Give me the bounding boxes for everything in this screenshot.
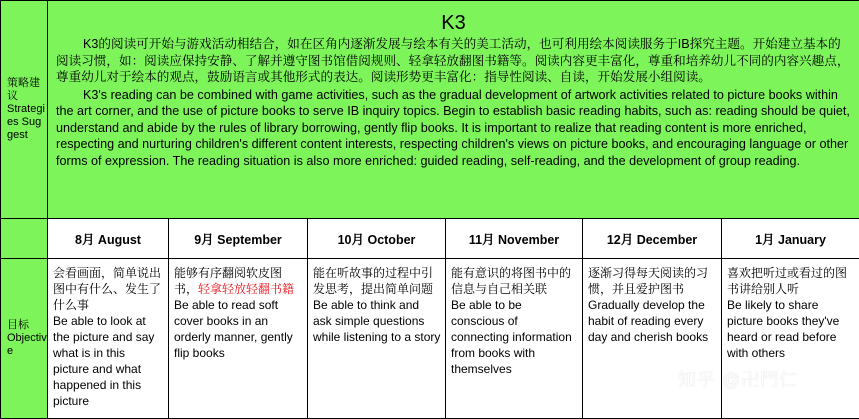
objective-cell-october — [308, 259, 446, 419]
objective-side-label — [1, 259, 48, 419]
objective-en: Be able to look at the picture and say what is in this picture and what happened in this picture — [53, 313, 164, 409]
month-header-august: 8月 August — [48, 219, 169, 259]
source-watermark: 知乎 @卍門仁 — [678, 368, 798, 392]
month-header-january: 1月 January — [722, 219, 859, 259]
strategies-label-cn: 策略建议 — [7, 77, 47, 103]
objective-cn-text: 会看画面，简单说出图中有什么、发生了什么事 — [53, 266, 161, 312]
objective-en: Be likely to share picture books they've heard or read before with others — [727, 297, 855, 361]
objective-cell-january — [722, 259, 859, 419]
month-header-november: 11月 November — [446, 219, 583, 259]
month-header-spacer — [1, 219, 48, 259]
strategies-content — [48, 1, 859, 219]
objective-cell-september — [169, 259, 308, 419]
month-header-october: 10月 October — [308, 219, 446, 259]
objective-cn-text: 能有意识的将图书中的信息与自己相关联 — [451, 266, 571, 296]
objective-cn — [53, 265, 164, 313]
objective-cn-highlight: 轻拿轻放轻翻书籍 — [198, 282, 294, 296]
objective-cell-november — [446, 259, 583, 419]
objective-cell-december — [583, 259, 722, 419]
strategies-paragraph-cn: K3的阅读可开始与游戏活动相结合，如在区角内逐渐发展与绘本有关的美工活动，也可利用绘本阅读服务于IB探究主题。开始建立基本的阅读习惯，如：阅读应保持安静、了解并遵守图书馆借阅规则、轻拿轻放翻图书籍等。阅读内容更丰富化，尊重和培养幼儿不同的内容兴趣点，尊重幼儿对于绘本的观点，鼓励语言或其他形式的表达。阅读形势更丰富化：指导性阅读、自读，开始发展小组阅读。 — [48, 36, 859, 86]
objective-en: Be able to think and ask simple questions while listening to a story — [313, 297, 441, 345]
strategies-paragraph-en: K3's reading can be combined with game activities, such as the gradual development of artwork activities related to picture books within the art corner, and the use of picture books to serve IB inquiry topics. Begin to establish basic reading habits, such as: reading should be quiet, understand and abide by the rules of library borrowing, gently flip books. It is important to realize that reading content is more enriched, respecting and nurturing children's different content interests, respecting children's views on picture books, and encouraging language or other forms of expression. The reading situation is also more enriched: guided reading, self-reading, and the development of group reading. — [48, 87, 859, 170]
objective-label-cn: 目标 — [7, 319, 47, 332]
objective-cn — [451, 265, 578, 297]
month-header-september: 9月 September — [169, 219, 308, 259]
objective-cn-text: 逐渐习得每天阅读的习惯，并且爱护图书 — [588, 266, 708, 296]
objective-cn-text: 喜欢把听过或看过的图书讲给别人听 — [727, 266, 847, 296]
objective-cn-text: 能在听故事的过程中引发思考，提出简单问题 — [313, 266, 433, 296]
strategies-label-en: Strategies Suggest — [7, 103, 47, 142]
strategies-side-label — [1, 1, 48, 219]
objective-cn — [313, 265, 441, 297]
objective-cell-august — [48, 259, 169, 419]
objective-en: Gradually develop the habit of reading every day and cherish books — [588, 297, 717, 345]
level-title: K3 — [48, 1, 859, 35]
objective-cn — [727, 265, 855, 297]
objective-label-en: Objective — [7, 332, 47, 358]
objective-cn — [174, 265, 303, 297]
objective-cn-text: 能够有序翻阅软皮图书， — [174, 266, 282, 296]
objective-en: Be able to read soft cover books in an orderly manner, gently flip books — [174, 297, 303, 361]
month-header-december: 12月 December — [583, 219, 722, 259]
objective-cn — [588, 265, 717, 297]
objective-en: Be able to be conscious of connecting information from books with themselves — [451, 297, 578, 377]
